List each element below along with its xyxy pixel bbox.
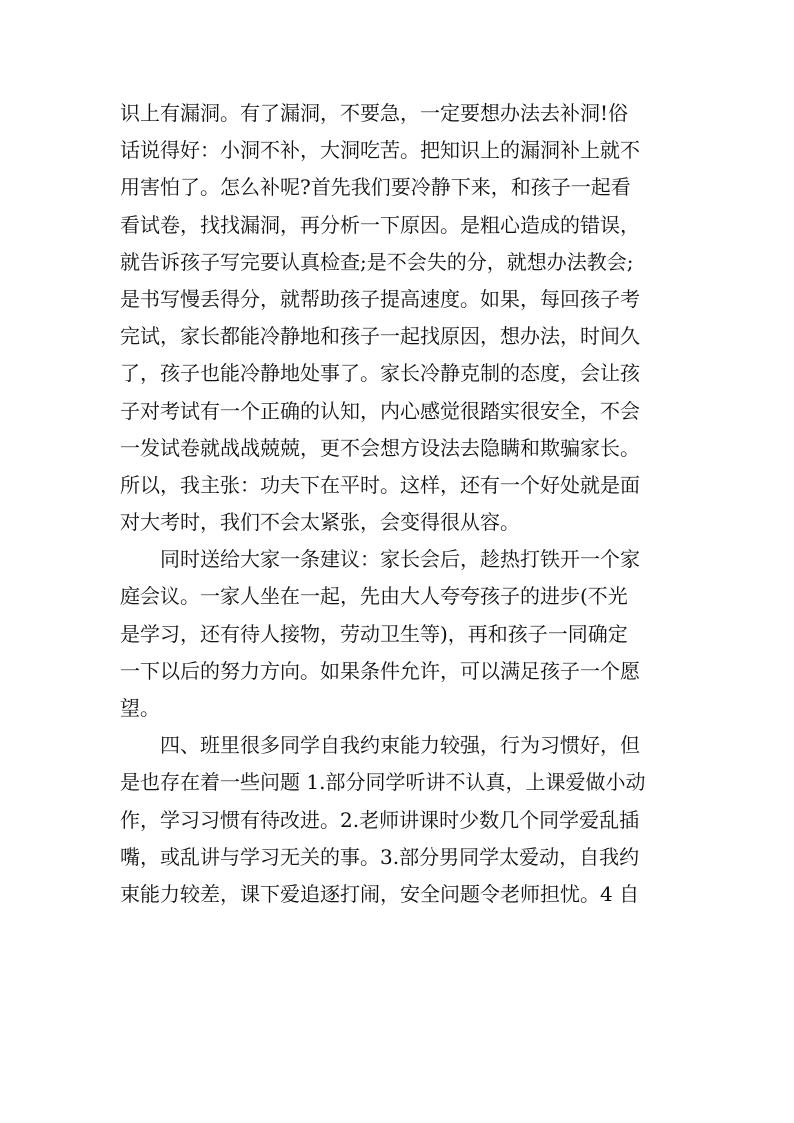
text-line: 是也存在着一些问题 1.部分同学听讲不认真，上课爱做小动 xyxy=(120,770,646,795)
text-line: 是学习，还有待人接物，劳动卫生等)，再和孩子一同确定 xyxy=(120,621,628,646)
text-line: 子对考试有一个正确的认知，内心感觉很踏实很安全，不会 xyxy=(120,398,640,423)
text-line: 看试卷，找找漏洞，再分析一下原因。是粗心造成的错误， xyxy=(120,212,640,237)
text-line: 望。 xyxy=(120,696,160,720)
text-line: 就告诉孩子写完要认真检查;是不会失的分，就想办法教会; xyxy=(120,249,634,274)
text-line: 同时送给大家一条建议：家长会后，趁热打铁开一个家 xyxy=(120,547,640,572)
text-line: 束能力较差，课下爱追逐打闹，安全问题令老师担忧。4 自 xyxy=(120,881,640,906)
text-line: 一下以后的努力方向。如果条件允许，可以满足孩子一个愿 xyxy=(120,658,640,683)
text-line: 一发试卷就战战兢兢，更不会想方设法去隐瞒和欺骗家长。 xyxy=(120,435,640,460)
text-line: 嘴，或乱讲与学习无关的事。3.部分男同学太爱动，自我约 xyxy=(120,844,640,869)
text-line: 作，学习习惯有待改进。2.老师讲课时少数几个同学爱乱插 xyxy=(120,807,640,832)
text-line: 对大考时，我们不会太紧张，会变得很从容。 xyxy=(120,510,520,535)
text-line: 识上有漏洞。有了漏洞，不要急，一定要想办法去补洞!俗 xyxy=(120,101,629,125)
text-line: 了，孩子也能冷静地处事了。家长冷静克制的态度，会让孩 xyxy=(120,361,640,386)
text-line: 用害怕了。怎么补呢?首先我们要冷静下来，和孩子一起看 xyxy=(120,175,631,200)
text-line: 四、班里很多同学自我约束能力较强，行为习惯好，但 xyxy=(120,733,640,758)
text-line: 完试，家长都能冷静地和孩子一起找原因，想办法，时间久 xyxy=(120,324,640,349)
text-line: 所以，我主张：功夫下在平时。这样，还有一个好处就是面 xyxy=(120,472,640,497)
body-text xyxy=(120,95,690,913)
text-line: 庭会议。一家人坐在一起，先由大人夸夸孩子的进步(不光 xyxy=(120,584,628,609)
text-line: 是书写慢丢得分，就帮助孩子提高速度。如果，每回孩子考 xyxy=(120,286,640,311)
text-line: 话说得好：小洞不补，大洞吃苦。把知识上的漏洞补上就不 xyxy=(120,138,640,163)
